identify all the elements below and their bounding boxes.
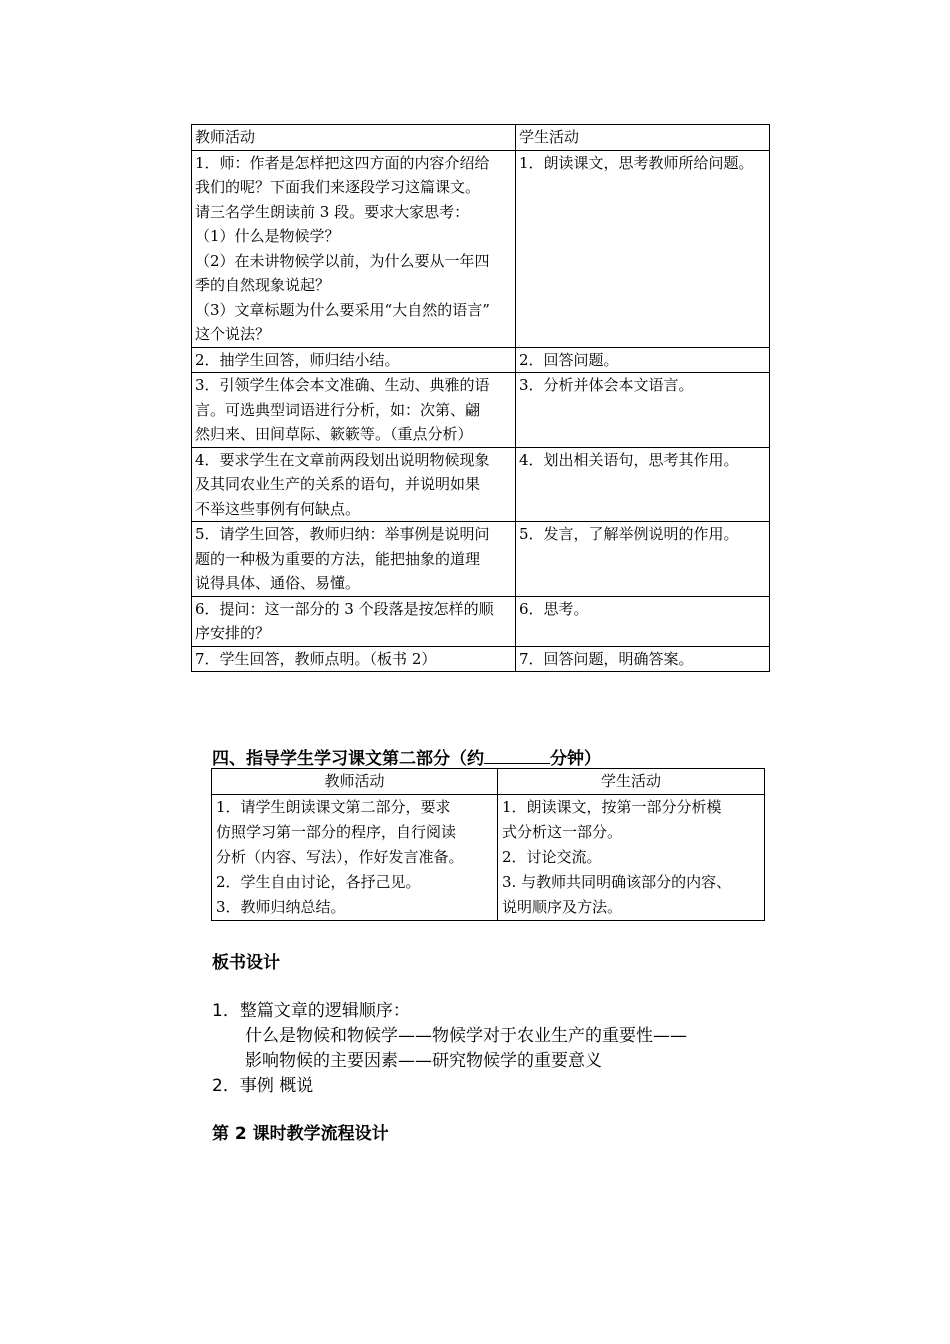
board-design-heading: 板书设计	[212, 953, 280, 973]
cell-line: 3．引领学生体会本文准确、生动、典雅的语	[195, 376, 490, 394]
cell-line: 这个说法？	[195, 325, 271, 343]
cell-line: 4．要求学生在文章前两段划出说明物候现象	[195, 450, 490, 469]
table-header-row	[192, 125, 770, 151]
header-student-activity: 学生活动	[516, 125, 770, 151]
teacher-activity-cell	[192, 373, 516, 448]
cell-line: 分析（内容、写法），作好发言准备。	[216, 848, 464, 866]
cell-line: 4．划出相关语句，思考其作用。	[519, 450, 739, 469]
header-student-activity: 学生活动	[498, 769, 765, 795]
table-row	[192, 522, 770, 597]
table-row	[192, 347, 770, 373]
cell-line: 2．讨论交流。	[502, 848, 602, 866]
cell-line: 言。可选典型词语进行分析，如：次第、翩	[195, 400, 481, 419]
cell-line: 说得具体、通俗、易懂。	[195, 574, 361, 592]
section-4-title-suffix: 分钟）	[550, 749, 601, 769]
cell-line: （1）什么是物候学？	[195, 227, 340, 245]
cell-line: 6．思考。	[519, 599, 589, 618]
teacher-activity-cell	[212, 795, 498, 921]
cell-line: 6．提问：这一部分的 3 个段落是按怎样的顺	[195, 599, 494, 618]
cell-line: 2．学生自由讨论，各抒己见。	[216, 873, 421, 891]
cell-line: （2）在未讲物候学以前，为什么要从一年四	[195, 251, 490, 270]
table-row	[192, 447, 770, 522]
section-4-title	[212, 744, 601, 769]
header-teacher-activity: 教师活动	[192, 125, 516, 151]
cell-line: 1．请学生朗读课文第二部分，要求	[216, 798, 451, 816]
cell-line: 7．学生回答，教师点明。（板书 2）	[195, 649, 437, 668]
student-activity-cell	[516, 373, 770, 448]
teaching-activity-table-2	[211, 768, 765, 921]
student-activity-cell	[516, 447, 770, 522]
cell-line: 1．朗读课文，思考教师所给问题。	[519, 153, 754, 172]
teacher-activity-cell	[192, 447, 516, 522]
cell-line: 我们的呢？下面我们来逐段学习这篇课文。	[195, 178, 481, 196]
student-activity-cell	[516, 646, 770, 672]
cell-line: 2．抽学生回答，师归结小结。	[195, 350, 400, 369]
cell-line: 3．分析并体会本文语言。	[519, 376, 694, 394]
cell-line: 3．教师归纳总结。	[216, 898, 346, 916]
cell-line: 不举这些事例有何缺点。	[195, 499, 361, 518]
table-row	[192, 373, 770, 448]
teaching-activity-table-1	[191, 124, 770, 672]
cell-line: 7．回答问题，明确答案。	[519, 649, 694, 668]
lesson-2-heading: 第 2 课时教学流程设计	[212, 1124, 389, 1144]
table-row	[212, 795, 765, 921]
teacher-activity-cell	[192, 646, 516, 672]
cell-line: 5．请学生回答，教师归纳：举事例是说明问	[195, 525, 490, 543]
cell-line: 序安排的？	[195, 624, 271, 642]
table-row	[192, 596, 770, 646]
header-teacher-activity: 教师活动	[212, 769, 498, 795]
table-row	[192, 646, 770, 672]
board-item-2: 2．事例 概说	[212, 1076, 314, 1096]
cell-line: 5．发言，了解举例说明的作用。	[519, 525, 739, 543]
cell-line: 及其同农业生产的关系的语句，并说明如果	[195, 475, 481, 493]
cell-line: （3）文章标题为什么要采用“大自然的语言”	[195, 300, 490, 319]
board-item-1-line-1: 什么是物候和物候学——物候学对于农业生产的重要性——	[245, 1026, 687, 1046]
student-activity-cell	[516, 522, 770, 597]
cell-line: 式分析这一部分。	[502, 823, 623, 841]
teacher-activity-cell	[192, 150, 516, 347]
minutes-blank	[484, 749, 550, 764]
table-row	[192, 150, 770, 347]
cell-line: 仿照学习第一部分的程序，自行阅读	[216, 823, 457, 841]
teacher-activity-cell	[192, 522, 516, 597]
board-item-1: 1．整篇文章的逻辑顺序：	[212, 1001, 410, 1021]
cell-line: 2．回答问题。	[519, 350, 619, 369]
student-activity-cell	[516, 150, 770, 347]
cell-line: 1．朗读课文，按第一部分分析模	[502, 798, 722, 816]
cell-line: 然归来、田间草际、簌簌等。（重点分析）	[195, 425, 473, 443]
cell-line: 1．师：作者是怎样把这四方面的内容介绍给	[195, 153, 490, 172]
student-activity-cell	[516, 347, 770, 373]
student-activity-cell	[516, 596, 770, 646]
teacher-activity-cell	[192, 347, 516, 373]
cell-line: 说明顺序及方法。	[502, 898, 623, 916]
student-activity-cell	[498, 795, 765, 921]
board-item-1-line-2: 影响物候的主要因素——研究物候学的重要意义	[245, 1051, 602, 1071]
cell-line: 请三名学生朗读前 3 段。要求大家思考：	[195, 202, 470, 221]
table-header-row	[212, 769, 765, 795]
teacher-activity-cell	[192, 596, 516, 646]
cell-line: 3. 与教师共同明确该部分的内容、	[502, 873, 732, 891]
cell-line: 题的一种极为重要的方法，能把抽象的道理	[195, 549, 481, 568]
section-4-title-text: 四、指导学生学习课文第二部分（约	[212, 749, 484, 769]
cell-line: 季的自然现象说起？	[195, 276, 331, 294]
